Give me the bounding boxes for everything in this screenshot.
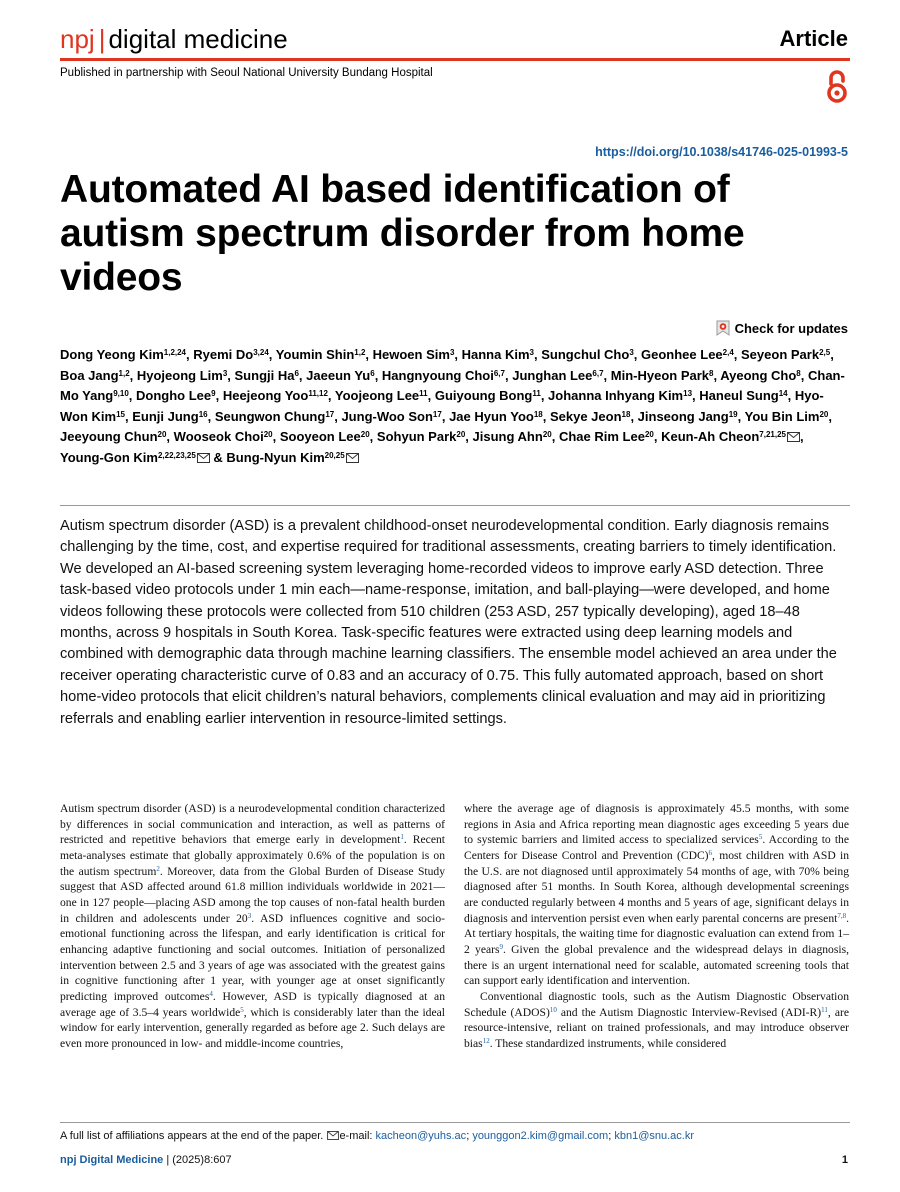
author-name-text: Keun-Ah Cheon (661, 429, 760, 444)
email-separator: ; (608, 1130, 612, 1142)
author-affiliation: 11 (419, 389, 428, 398)
author-joiner: & (213, 449, 223, 465)
author-name-text: Wooseok Choi (173, 429, 264, 444)
author-name-text: Yoojeong Lee (334, 388, 420, 403)
author-name[interactable] (60, 450, 196, 465)
author-name-text: Geonhee Lee (641, 347, 723, 362)
reference-link[interactable]: 5 (240, 1005, 244, 1014)
body-text: . These standardized instruments, while considered (489, 1036, 727, 1050)
body-text: and the Autism Diagnostic Interview-Revised (ADI-R) (556, 1005, 822, 1019)
affiliation-footnote (60, 1130, 694, 1142)
author-name[interactable] (512, 368, 603, 383)
author-name[interactable] (174, 429, 273, 444)
body-text: . At tertiary hospitals, the waiting time for diagnostic evaluation can extend from 1–2 years (464, 911, 849, 956)
author-name-text: Sungji Ha (234, 367, 295, 383)
author-name[interactable] (60, 368, 130, 383)
body-paragraph-1-cont (464, 801, 849, 989)
author-affiliation: 16 (198, 409, 208, 419)
author-name-text: Sekye Jeon (549, 408, 622, 424)
check-updates-icon (716, 320, 730, 336)
author-name-text: Jae Hyun Yoo (449, 408, 534, 424)
author-affiliation: 6,7 (493, 368, 505, 378)
body-text: . Recent meta-analyses estimate that globally approximately 0.6% of the population is on the autism spectrum (60, 833, 445, 878)
body-paragraph-2 (464, 989, 849, 1052)
author-name-text: Seungwon Chung (214, 408, 326, 424)
author-affiliation: 20 (157, 430, 167, 439)
body-text: . ASD influences cognitive and socio-emotional functioning across the lifespan, and early identification is critical for enhancing adaptive functioning and social outcomes. Initiation of personalized intervention between 2.5 and 3 years of age was associated with the greatest gains in cognitive functioning after 1 year, with younger age at onset significantly predicting improved outcomes (60, 911, 445, 1003)
body-column-left (60, 801, 445, 1052)
author-name[interactable] (720, 368, 801, 383)
author-affiliation: 1,2,24 (163, 348, 187, 357)
author-name-text: Heejeong Yoo (222, 388, 309, 403)
author-name-text: Jisung Ahn (472, 429, 543, 444)
author-affiliation: 1,2 (354, 348, 366, 357)
author-affiliation: 20 (542, 430, 552, 439)
author-name-text: Young-Gon Kim (60, 449, 158, 465)
author-name-text: Hanna Kim (461, 347, 530, 362)
author-affiliation: 20 (263, 430, 273, 439)
author-name[interactable] (541, 347, 634, 362)
author-affiliation: 9 (211, 389, 216, 398)
author-affiliation: 8 (709, 368, 714, 378)
author-list: Dong Yeong Kim$^{1,2,24}$, Ryemi Do$^{3,24}$, Youmin Shin$^{1,2}$, Hewoen Sim$^3$, Hanna Kim$^3$, Sungchul Cho$^3$, Geonhee Lee$^{2,4}$, Seyeon Park$^{2,5}$, Boa Jang$^{1,2}$, Hyojeong Lim$^3$, Sungji Ha$^6$, Jaeeun Yu$^6$, Hangnyoung Choi$^{6,7}$, Junghan Lee$^{6,7}$, Min-Hyeon Park$^8$, Ayeong Cho$^8$, Chan-Mo Yang$^{9,10}$, Dongho Lee$^9$, Heejeong Yoo$^{11,12}$, Yoojeong Lee$^{11}$, Guiyoung Bong$^{11}$, Johanna Inhyang Kim$^{13}$, Haneul Sung$^{14}$, Hyo-Won Kim$^{15}$, Eunji Jung$^{16}$, Seungwon Chung$^{17}$, Jung-Woo Son$^{17}$, Jae Hyun Yoo$^{18}$, Sekye Jeon$^{18}$, Jinseong Jang$^{19}$, You Bin Lim$^{20}$, Jeeyoung Chun$^{20}$, Wooseok Choi$^{20}$, Sooyeon Lee$^{20}$, Sohyun Park$^{20}$, Jisung Ahn$^{20}$, Chae Rim Lee$^{20}$, Keun-Ah Cheon$^{7,21,25}$ , Young-Gon Kim$^{2,22,23,25}$ & Bung-Nyun Kim$^{20,25}$ (60, 347, 845, 465)
author-name-text: Guiyoung Bong (434, 388, 533, 403)
author-name[interactable] (60, 429, 166, 444)
author-name-text: Sooyeon Lee (279, 429, 361, 444)
author-name[interactable] (611, 368, 714, 383)
footnote-divider (60, 1122, 850, 1123)
reference-link[interactable]: 12 (482, 1036, 490, 1045)
author-affiliation: 18 (533, 409, 543, 419)
abstract-divider (60, 505, 850, 506)
body-text: Autism spectrum disorder (ASD) is a neurodevelopmental condition characterized by differences in social communication and interaction, as well as patterns of restricted and repetitive behaviors that emerge early in development (60, 802, 445, 847)
footer-journal-name[interactable]: npj Digital Medicine (60, 1154, 164, 1166)
author-affiliation: 6 (294, 368, 299, 378)
author-affiliation: 17 (432, 409, 442, 419)
author-name[interactable] (661, 429, 786, 444)
author-affiliation: 6 (370, 368, 375, 378)
body-text: . Given the global prevalence and the widespread delays in diagnosis, there is an urgent international need for scalable, automated screening tools that can support early identification and intervention. (464, 942, 849, 988)
author-affiliation: 11 (532, 389, 541, 398)
page-number: 1 (841, 1154, 848, 1166)
author-affiliation: 20 (644, 430, 654, 439)
author-name[interactable] (373, 347, 455, 362)
author-affiliation: 18 (621, 409, 631, 419)
reference-link[interactable]: 7,8 (837, 911, 847, 920)
email-label: e-mail: (339, 1130, 373, 1142)
body-text: , most children with ASD in the U.S. are not diagnosed until approximately 54 months of age, with 70% being diagnosed after 51 months. In South Korea, although developmental screenings are conducted regularly between 4 months and 5 years of age, significant delays in diagnosis and intervention persist even when early parental concerns are present (464, 848, 849, 925)
author-name-text: Jung-Woo Son (341, 408, 433, 424)
mail-icon (787, 432, 800, 442)
author-name[interactable] (638, 409, 738, 424)
author-affiliation: 11,12 (308, 389, 328, 398)
author-name-text: Chan-Mo Yang (60, 367, 845, 403)
author-name-text: Ryemi Do (193, 347, 254, 362)
body-text: , which is considerably later than the ideal window for early intervention, generally regarded as before age 2. Such delays are even more pronounced in low- and middle-income countries, (60, 1005, 445, 1050)
author-name-text: Youmin Shin (275, 347, 355, 362)
author-name-text: Seyeon Park (741, 347, 820, 362)
author-name-text: Min-Hyeon Park (610, 367, 710, 383)
author-affiliation: 3 (449, 348, 455, 357)
author-name-text: Boa Jang (60, 367, 119, 383)
journal-title: digital medicine (108, 24, 288, 54)
author-affiliation: 8 (796, 368, 801, 378)
author-name[interactable] (132, 409, 207, 424)
author-affiliation: 14 (778, 389, 788, 398)
author-name-text: Hewoen Sim (372, 347, 450, 362)
footnote-text: A full list of affiliations appears at the end of the paper. (60, 1130, 324, 1142)
open-access-icon (823, 68, 851, 104)
email-link[interactable]: younggon2.kim@gmail.com (472, 1130, 609, 1142)
author-affiliation: 3 (629, 348, 634, 357)
author-name-text: Junghan Lee (512, 367, 593, 383)
author-name-text: Jaeeun Yu (306, 367, 371, 383)
reference-link[interactable]: 6 (708, 848, 713, 857)
author-affiliation: 13 (683, 389, 693, 398)
author-affiliation: 6,7 (592, 368, 604, 378)
author-name[interactable] (306, 368, 375, 383)
email-link[interactable]: kbn1@snu.ac.kr (614, 1130, 694, 1142)
author-affiliation: 1,2 (118, 368, 130, 378)
body-text: where the average age of diagnosis is approximately 45.5 months, with some regions in Asia and Africa reporting mean diagnostic ages exceeding 5 years due to systemic barriers and limited access to specialized services (464, 802, 849, 847)
author-name[interactable] (462, 347, 534, 362)
author-name[interactable] (136, 388, 216, 403)
journal-npj: npj (60, 24, 95, 54)
author-affiliation: 20 (819, 409, 829, 419)
author-name[interactable] (559, 429, 654, 444)
author-affiliation: 3,24 (253, 348, 269, 357)
author-affiliation: 15 (116, 409, 125, 419)
author-affiliation: 20,25 (324, 450, 345, 460)
body-text: . However, ASD is typically diagnosed at an average age of 3.5–4 years worldwide (60, 989, 445, 1019)
author-name-text: You Bin Lim (744, 408, 820, 424)
author-affiliation: 3 (529, 348, 534, 357)
author-name[interactable] (449, 409, 543, 424)
author-affiliation: 2,4 (722, 348, 734, 357)
author-affiliation: 20 (360, 430, 370, 439)
author-affiliation: 19 (728, 409, 738, 419)
author-name[interactable] (377, 429, 465, 444)
reference-link[interactable]: 9 (499, 942, 503, 951)
author-name[interactable] (226, 450, 344, 465)
author-affiliation: 9,10 (113, 389, 129, 398)
author-name-text: Dong Yeong Kim (60, 347, 164, 362)
author-name[interactable] (223, 388, 328, 403)
author-name[interactable] (550, 409, 630, 424)
author-name-text: Sungchul Cho (541, 347, 630, 362)
doi-link[interactable]: https://doi.org/10.1038/s41746-025-01993-5 (595, 145, 848, 159)
article-title: Automated AI based identification of autism spectrum disorder from home videos (60, 168, 745, 299)
check-updates-button[interactable] (716, 320, 848, 336)
author-name[interactable] (60, 347, 186, 362)
reference-link[interactable]: 5 (758, 833, 763, 842)
reference-link[interactable]: 4 (209, 989, 213, 998)
mail-icon (327, 1131, 339, 1140)
author-name[interactable] (215, 409, 334, 424)
reference-link[interactable]: 10 (549, 1005, 557, 1014)
author-name-text: Hyo-Won Kim (60, 388, 824, 424)
author-name[interactable] (435, 388, 541, 403)
author-name[interactable] (280, 429, 370, 444)
body-column-right (464, 801, 849, 1052)
author-name[interactable] (641, 347, 734, 362)
author-name[interactable] (548, 388, 692, 403)
author-name[interactable] (193, 347, 269, 362)
reference-link[interactable]: 11 (821, 1005, 828, 1014)
footer-citation (60, 1154, 232, 1166)
reference-link[interactable]: 3 (247, 911, 252, 920)
author-name[interactable] (276, 347, 366, 362)
author-affiliation: 7,21,25 (759, 430, 786, 439)
check-updates-label: Check for updates (734, 320, 848, 336)
reference-link[interactable]: 2 (156, 864, 160, 873)
author-name[interactable] (741, 347, 830, 362)
header-divider (60, 58, 850, 61)
body-text: . Moreover, data from the Global Burden of Disease Study suggest that ASD affected around 61.8 million individuals worldwide in 2021—one in 127 people—placing ASD among the top causes of non-fatal health burden in children and adolescents under 20 (60, 864, 446, 925)
author-affiliation: 2,5 (819, 348, 831, 357)
author-name-text: Hyojeong Lim (136, 367, 223, 383)
author-affiliation: 20 (456, 430, 466, 439)
author-name-text: Jeeyoung Chun (60, 429, 158, 444)
author-name[interactable] (382, 368, 505, 383)
author-name-text: Johanna Inhyang Kim (548, 388, 684, 403)
email-link[interactable]: kacheon@yuhs.ac (375, 1130, 467, 1142)
journal-name (60, 22, 288, 56)
author-name-text: Dongho Lee (136, 388, 212, 403)
author-name-text: Hangnyoung Choi (381, 367, 494, 383)
author-affiliation: 17 (325, 409, 335, 419)
partnership-note: Published in partnership with Seoul National University Bundang Hospital (60, 67, 433, 79)
article-type: Article (779, 26, 848, 51)
author-name[interactable] (235, 368, 299, 383)
body-text: , are resource-intensive, reliant on trained professionals, and may introduce observer bias (464, 1005, 849, 1050)
author-name[interactable] (341, 409, 441, 424)
author-name-text: Bung-Nyun Kim (226, 449, 325, 465)
author-name-text: Chae Rim Lee (558, 429, 645, 444)
mail-icon (197, 453, 210, 463)
author-name[interactable] (745, 409, 829, 424)
author-name-text: Sohyun Park (376, 429, 457, 444)
body-paragraph-1 (60, 801, 445, 1052)
author-name[interactable] (699, 388, 787, 403)
body-text: Conventional diagnostic tools, such as the Autism Diagnostic Observation Schedule (ADOS) (464, 989, 849, 1019)
email-separator: ; (466, 1130, 470, 1142)
author-name-text: Jinseong Jang (637, 408, 729, 424)
mail-icon (346, 453, 359, 463)
author-affiliation: 3 (222, 368, 228, 378)
footer-volume: | (2025)8:607 (166, 1154, 232, 1166)
author-name[interactable] (335, 388, 428, 403)
author-name[interactable] (473, 429, 552, 444)
author-affiliation: 2,22,23,25 (157, 450, 196, 460)
author-name-text: Eunji Jung (132, 408, 199, 424)
reference-link[interactable]: 1 (400, 833, 404, 842)
body-text: . According to the Centers for Disease Control and Prevention (CDC) (464, 833, 849, 862)
author-name-text: Ayeong Cho (720, 367, 797, 383)
journal-separator: | (98, 24, 106, 54)
author-name-text: Haneul Sung (699, 388, 779, 403)
author-name[interactable] (137, 368, 227, 383)
abstract: Autism spectrum disorder (ASD) is a prevalent childhood-onset neurodevelopmental condition. Early diagnosis remains challenging by the time, cost, and expertise required for traditional assessments, creating barriers to timely identification. We developed an AI-based screening system leveraging home-recorded videos to improve early ASD detection. Three task-based video protocols under 1 min each—name-response, imitation, and ball-playing—were developed, and home videos following these protocols were collected from 510 children (253 ASD, 257 typically developing), aged 18–48 months, across 9 hospitals in South Korea. Task-specific features were extracted using deep learning models and combined with demographic data through machine learning classifiers. The ensemble model achieved an area under the receiver operating characteristic curve of 0.83 and an accuracy of 0.75. This fully automated approach, based on short home-video protocols that elicit children’s natural behaviors, complements clinical evaluation and may aid in prioritizing referrals and enabling earlier intervention in resource-limited settings. (60, 518, 837, 727)
